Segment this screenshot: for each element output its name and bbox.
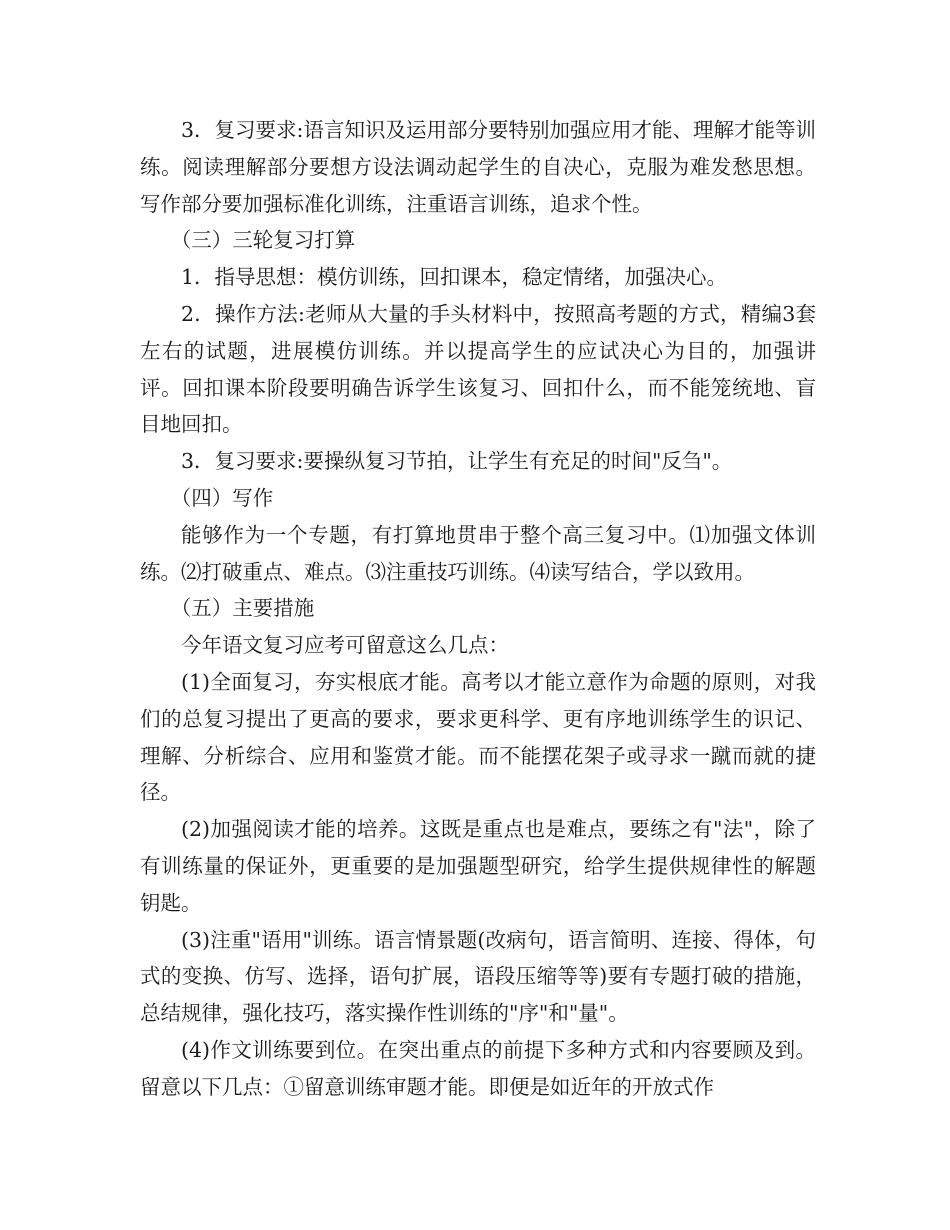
section-heading-main-measures: （五）主要措施: [170, 596, 315, 621]
paragraph-review-requirements-3: 3．复习要求:要操纵复习节拍，让学生有充足的时间"反刍"。: [181, 449, 733, 474]
paragraph-measure-1: (1)全面复习，夯实根底才能。高考以才能立意作为命题的原则，对我们的总复习提出了更高的要求，要求更科学、更有序地训练学生的识记、理解、分析综合、应用和鉴赏才能。而不能摆花架子或寻求一蹴而就的捷径。: [140, 669, 816, 805]
paragraph-measure-4: (4)作文训练要到位。在突出重点的前提下多种方式和内容要顾及到。留意以下几点：①留意训练审题才能。即便是如近年的开放式作: [140, 1037, 816, 1099]
paragraph-measures-intro: 今年语文复习应考可留意这么几点：: [181, 633, 509, 658]
section-heading-third-round: （三）三轮复习打算: [170, 228, 356, 253]
paragraph-guiding-idea: 1．指导思想：模仿训练，回扣课本，稳定情绪，加强决心。: [181, 265, 728, 290]
paragraph-measure-2: (2)加强阅读才能的培养。这既是重点也是难点，要练之有"法"，除了有训练量的保证外，更重要的是加强题型研究，给学生提供规律性的解题钥匙。: [140, 817, 816, 915]
paragraph-review-requirements-2: 3．复习要求:语言知识及运用部分要特别加强应用才能、理解才能等训练。阅读理解部分要想方设法调动起学生的自决心，克服为难发愁思想。写作部分要加强标准化训练，注重语言训练，追求个性。: [140, 118, 816, 216]
section-heading-writing: （四）写作: [170, 485, 274, 510]
document-body: [140, 112, 816, 1106]
paragraph-writing-topic: 能够作为一个专题，有打算地贯串于整个高三复习中。⑴加强文体训练。⑵打破重点、难点。⑶注重技巧训练。⑷读写结合，学以致用。: [140, 522, 816, 584]
paragraph-operation-method: 2．操作方法:老师从大量的手头材料中，按照高考题的方式，精编3套左右的试题，进展模仿训练。并以提高学生的应试决心为目的，加强讲评。回扣课本阶段要明确告诉学生该复习、回扣什么，而不能笼统地、盲目地回扣。: [140, 301, 816, 437]
paragraph-measure-3: (3)注重"语用"训练。语言情景题(改病句，语言简明、连接、得体，句式的变换、仿写、选择，语句扩展，语段压缩等等)要有专题打破的措施，总结规律，强化技巧，落实操作性训练的"序"和"量"。: [140, 927, 816, 1026]
